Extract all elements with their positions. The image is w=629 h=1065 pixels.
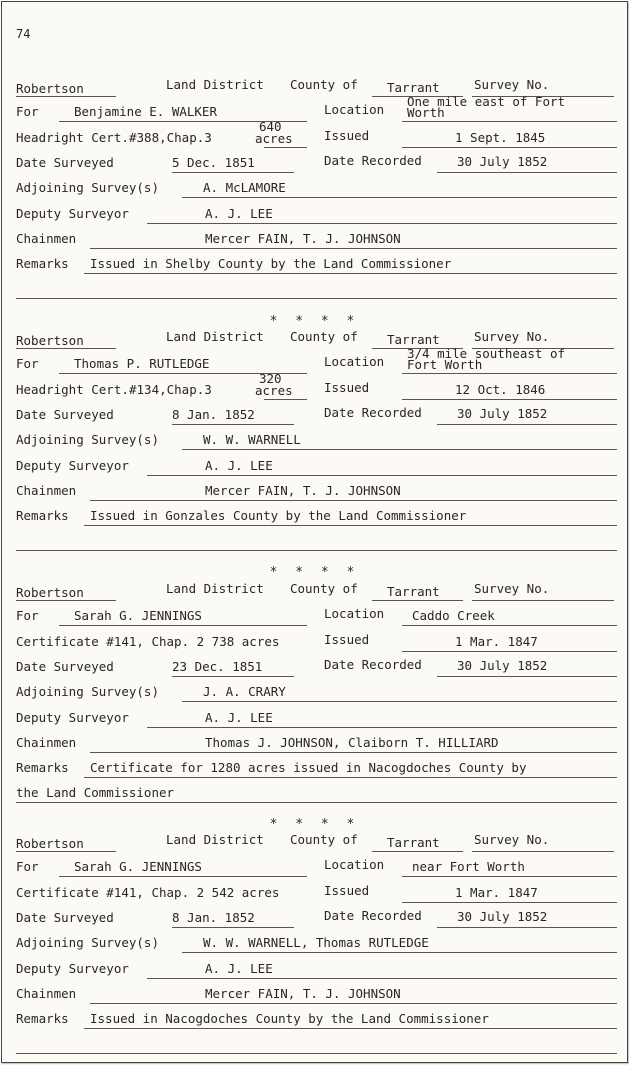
land-district-label: Land District xyxy=(166,581,264,596)
date-recorded-label: Date Recorded xyxy=(324,656,422,672)
grantee-value: Thomas P. RUTLEDGE xyxy=(74,356,210,372)
deputy-surveyor-value: A. J. LEE xyxy=(205,457,273,473)
fill-in-line xyxy=(402,121,617,122)
acres-amount: 640 xyxy=(259,118,282,134)
certificate-value: #388,Chap.3 xyxy=(129,129,212,145)
adjoining-value: A. McLAMORE xyxy=(203,180,286,196)
remarks-label: Remarks xyxy=(16,508,69,524)
location-label: Location xyxy=(324,606,385,622)
date-surveyed-value: 5 Dec. 1851 xyxy=(172,154,255,170)
county-of-label: County of xyxy=(290,832,358,847)
for-label: For xyxy=(16,859,39,875)
fill-in-line xyxy=(264,399,307,400)
county-of-label: County of xyxy=(290,581,358,596)
entry-separator: * * * * xyxy=(269,314,360,329)
for-label: For xyxy=(16,356,39,372)
fill-in-line xyxy=(182,197,617,198)
date-surveyed-value: 23 Dec. 1851 xyxy=(172,658,263,674)
fill-in-line xyxy=(147,475,617,476)
fill-in-line xyxy=(182,449,617,450)
certificate-value: #134,Chap.3 xyxy=(129,381,212,397)
fill-in-line xyxy=(147,978,617,979)
headright-cert-label: Headright Cert. xyxy=(16,129,129,145)
fill-in-line xyxy=(90,248,617,249)
land-district-label: Land District xyxy=(166,832,264,847)
issued-value: 1 Sept. 1845 xyxy=(455,129,546,145)
deputy-surveyor-label: Deputy Surveyor xyxy=(16,205,129,221)
fill-in-line xyxy=(16,802,617,803)
entry-separator: * * * * xyxy=(269,565,360,580)
fill-in-line xyxy=(402,902,617,903)
survey-no-label: Survey No. xyxy=(474,329,550,344)
fill-in-line xyxy=(90,500,617,501)
fill-in-line xyxy=(16,851,116,852)
fill-in-line xyxy=(90,1003,617,1004)
fill-in-line xyxy=(172,424,294,425)
date-recorded-value: 30 July 1852 xyxy=(457,908,548,924)
adjoining-value: J. A. CRARY xyxy=(203,684,286,700)
deputy-surveyor-label: Deputy Surveyor xyxy=(16,457,129,473)
deputy-surveyor-label: Deputy Surveyor xyxy=(16,960,129,976)
for-label: For xyxy=(16,104,39,120)
location-value-line1: One mile east of Fort xyxy=(407,94,566,110)
date-surveyed-label: Date Surveyed xyxy=(16,658,114,674)
fill-in-line xyxy=(84,273,617,274)
fill-in-line xyxy=(402,625,617,626)
adjoining-label: Adjoining Survey(s) xyxy=(16,935,159,951)
county-value: Tarrant xyxy=(387,332,440,347)
deputy-surveyor-value: A. J. LEE xyxy=(205,205,273,221)
fill-in-line xyxy=(472,851,614,852)
remarks-label: Remarks xyxy=(16,760,69,776)
fill-in-line xyxy=(402,399,617,400)
adjoining-value: W. W. WARNELL, Thomas RUTLEDGE xyxy=(203,935,429,951)
date-recorded-value: 30 July 1852 xyxy=(457,657,548,673)
remarks-value: Issued in Gonzales County by the Land Commissioner xyxy=(90,508,467,524)
fill-in-line xyxy=(16,550,617,551)
adjoining-label: Adjoining Survey(s) xyxy=(16,432,159,448)
date-surveyed-label: Date Surveyed xyxy=(16,406,114,422)
land-district-label: Land District xyxy=(166,77,264,92)
survey-no-label: Survey No. xyxy=(474,581,550,596)
issued-label: Issued xyxy=(324,127,370,143)
fill-in-line xyxy=(59,625,307,626)
date-surveyed-label: Date Surveyed xyxy=(16,154,114,170)
location-value-line2: Fort Worth xyxy=(407,357,483,373)
fill-in-line xyxy=(59,876,307,877)
issued-label: Issued xyxy=(324,379,370,395)
fill-in-line xyxy=(402,373,617,374)
county-of-label: County of xyxy=(290,77,358,92)
chainmen-value: Thomas J. JOHNSON, Claiborn T. HILLIARD xyxy=(205,734,499,750)
chainmen-label: Chainmen xyxy=(16,985,77,1001)
fill-in-line xyxy=(372,851,463,852)
grantee-value: Sarah G. JENNINGS xyxy=(74,608,202,624)
date-recorded-value: 30 July 1852 xyxy=(457,153,548,169)
fill-in-line xyxy=(172,172,294,173)
land-district-label: Land District xyxy=(166,329,264,344)
county-value: Tarrant xyxy=(387,835,440,850)
county-of-label: County of xyxy=(290,329,358,344)
chainmen-label: Chainmen xyxy=(16,230,77,246)
survey-no-label: Survey No. xyxy=(474,77,550,92)
grantee-value: Sarah G. JENNINGS xyxy=(74,859,202,875)
fill-in-line xyxy=(437,172,617,173)
fill-in-line xyxy=(16,298,617,299)
district-value: Robertson xyxy=(16,836,84,851)
document-page xyxy=(1,1,628,1063)
deputy-surveyor-label: Deputy Surveyor xyxy=(16,709,129,725)
date-surveyed-value: 8 Jan. 1852 xyxy=(172,406,255,422)
fill-in-line xyxy=(437,424,617,425)
grantee-value: Benjamine E. WALKER xyxy=(74,104,217,120)
certificate-value: Certificate #141, Chap. 2 738 acres xyxy=(16,633,280,649)
chainmen-value: Mercer FAIN, T. J. JOHNSON xyxy=(205,482,401,498)
date-surveyed-value: 8 Jan. 1852 xyxy=(172,909,255,925)
fill-in-line xyxy=(402,651,617,652)
chainmen-value: Mercer FAIN, T. J. JOHNSON xyxy=(205,985,401,1001)
fill-in-line xyxy=(16,600,116,601)
deputy-surveyor-value: A. J. LEE xyxy=(205,960,273,976)
fill-in-line xyxy=(172,927,294,928)
fill-in-line xyxy=(182,952,617,953)
issued-value: 1 Mar. 1847 xyxy=(455,884,538,900)
fill-in-line xyxy=(16,1053,617,1054)
location-value: near Fort Worth xyxy=(412,859,525,875)
fill-in-line xyxy=(264,147,307,148)
for-label: For xyxy=(16,608,39,624)
remarks-value: Issued in Shelby County by the Land Commissioner xyxy=(90,256,452,272)
remarks-value: Certificate for 1280 acres issued in Nacogdoches County by xyxy=(90,760,527,776)
chainmen-label: Chainmen xyxy=(16,734,77,750)
date-recorded-label: Date Recorded xyxy=(324,404,422,420)
fill-in-line xyxy=(472,600,614,601)
adjoining-value: W. W. WARNELL xyxy=(203,432,301,448)
district-value: Robertson xyxy=(16,585,84,600)
certificate-value: Certificate #141, Chap. 2 542 acres xyxy=(16,884,280,900)
location-label: Location xyxy=(324,102,385,118)
date-recorded-value: 30 July 1852 xyxy=(457,405,548,421)
fill-in-line xyxy=(84,525,617,526)
fill-in-line xyxy=(90,752,617,753)
adjoining-label: Adjoining Survey(s) xyxy=(16,684,159,700)
fill-in-line xyxy=(182,701,617,702)
fill-in-line xyxy=(402,876,617,877)
adjoining-label: Adjoining Survey(s) xyxy=(16,180,159,196)
fill-in-line xyxy=(372,600,463,601)
deputy-surveyor-value: A. J. LEE xyxy=(205,709,273,725)
county-value: Tarrant xyxy=(387,80,440,95)
location-label: Location xyxy=(324,354,385,370)
location-value-line1: 3/4 mile southeast of xyxy=(407,346,566,362)
headright-cert-label: Headright Cert. xyxy=(16,381,129,397)
survey-no-label: Survey No. xyxy=(474,832,550,847)
fill-in-line xyxy=(172,676,294,677)
issued-value: 1 Mar. 1847 xyxy=(455,633,538,649)
acres-unit: acres xyxy=(255,382,293,398)
fill-in-line xyxy=(437,676,617,677)
location-value: Caddo Creek xyxy=(412,608,495,624)
date-recorded-label: Date Recorded xyxy=(324,152,422,168)
fill-in-line xyxy=(402,147,617,148)
fill-in-line xyxy=(16,96,116,97)
issued-label: Issued xyxy=(324,631,370,647)
issued-value: 12 Oct. 1846 xyxy=(455,381,546,397)
chainmen-value: Mercer FAIN, T. J. JOHNSON xyxy=(205,230,401,246)
acres-unit: acres xyxy=(255,130,293,146)
issued-label: Issued xyxy=(324,882,370,898)
location-label: Location xyxy=(324,857,385,873)
remarks-value-cont: the Land Commissioner xyxy=(16,785,175,801)
district-value: Robertson xyxy=(16,333,84,348)
remarks-label: Remarks xyxy=(16,1011,69,1027)
entry-separator: * * * * xyxy=(269,817,360,832)
district-value: Robertson xyxy=(16,81,84,96)
acres-amount: 320 xyxy=(259,370,282,386)
fill-in-line xyxy=(16,348,116,349)
date-recorded-label: Date Recorded xyxy=(324,907,422,923)
page-number: 74 xyxy=(16,27,31,41)
county-value: Tarrant xyxy=(387,584,440,599)
fill-in-line xyxy=(147,727,617,728)
fill-in-line xyxy=(84,777,617,778)
fill-in-line xyxy=(84,1028,617,1029)
fill-in-line xyxy=(147,223,617,224)
fill-in-line xyxy=(437,927,617,928)
remarks-label: Remarks xyxy=(16,256,69,272)
date-surveyed-label: Date Surveyed xyxy=(16,909,114,925)
remarks-value: Issued in Nacogdoches County by the Land Commissioner xyxy=(90,1011,489,1027)
location-value-line2: Worth xyxy=(407,105,445,121)
chainmen-label: Chainmen xyxy=(16,482,77,498)
